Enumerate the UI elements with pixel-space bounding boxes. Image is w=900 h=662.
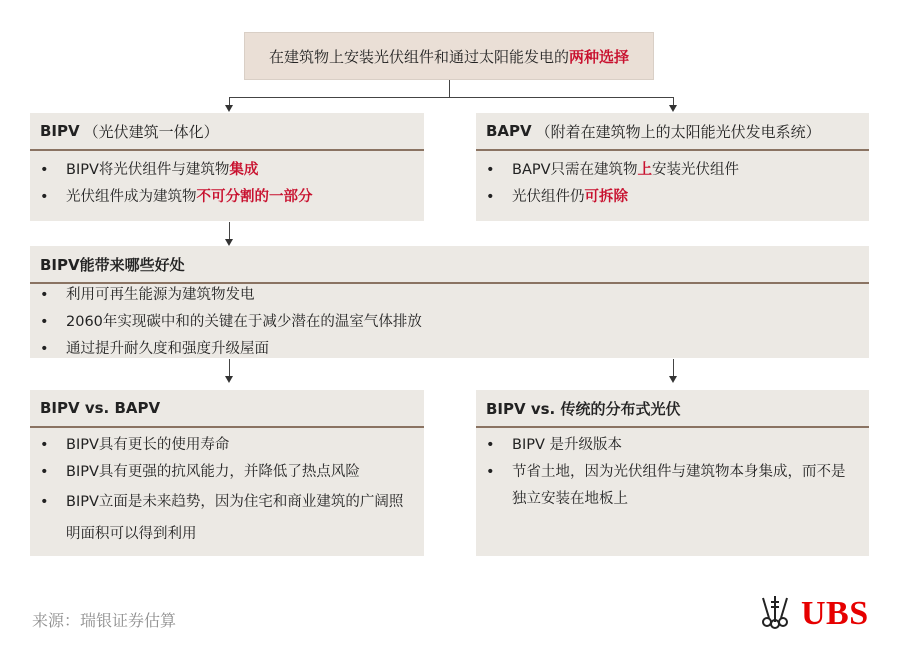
vs-bapv-item-3: • BIPV立面是未来趋势，因为住宅和商业建筑的广阔照明面积可以得到利用 <box>40 486 414 550</box>
bapv-title: BAPV <box>486 122 532 140</box>
arrow-to-bipv <box>225 105 233 112</box>
bapv-list <box>486 157 859 211</box>
vs-dist-header <box>476 390 869 428</box>
keys-icon <box>755 594 795 634</box>
connector-top-stem <box>449 80 450 98</box>
bipv-list <box>40 157 414 211</box>
vs-dist-list <box>486 432 859 513</box>
bapv-box <box>476 113 869 221</box>
benefits-item-3: • 通过提升耐久度和强度升级屋面 <box>40 336 859 363</box>
bapv-item-2: • 光伏组件仍可拆除 <box>486 184 859 211</box>
arrow-to-vs-dist <box>669 376 677 383</box>
benefits-header <box>30 246 869 284</box>
vs-dist-box <box>476 390 869 556</box>
vs-dist-item-2: • 节省土地，因为光伏组件与建筑物本身集成，而不是独立安装在地板上 <box>486 459 859 513</box>
connector-benefits-right <box>673 359 674 377</box>
source-note: 来源：瑞银证券估算 <box>32 611 177 630</box>
vs-bapv-header <box>30 390 424 428</box>
vs-bapv-item-1: • BIPV具有更长的使用寿命 <box>40 432 414 459</box>
bapv-item-1: • BAPV只需在建筑物上安装光伏组件 <box>486 157 859 184</box>
bipv-title: BIPV <box>40 122 80 140</box>
benefits-box <box>30 246 869 358</box>
arrow-to-bapv <box>669 105 677 112</box>
top-node-text: 在建筑物上安装光伏组件和通过太阳能发电的 <box>268 47 569 66</box>
bapv-header <box>476 113 869 151</box>
benefits-item-1: • 利用可再生能源为建筑物发电 <box>40 282 859 309</box>
bipv-item-1: • BIPV将光伏组件与建筑物集成 <box>40 157 414 184</box>
top-node <box>244 32 654 80</box>
bapv-subtitle: （附着在建筑物上的太阳能光伏发电系统） <box>535 122 821 141</box>
bipv-box <box>30 113 424 221</box>
benefits-list <box>40 282 859 363</box>
vs-bapv-list <box>40 432 414 550</box>
top-node-highlight: 两种选择 <box>569 47 630 66</box>
arrow-to-vs-bapv <box>225 376 233 383</box>
connector-benefits-left <box>229 359 230 377</box>
vs-dist-item-1: • BIPV 是升级版本 <box>486 432 859 459</box>
bipv-header <box>30 113 424 151</box>
vs-bapv-box <box>30 390 424 556</box>
connector-bipv-benefits <box>229 222 230 240</box>
benefits-title: BIPV能带来哪些好处 <box>40 255 185 274</box>
connector-top-bar <box>229 97 674 98</box>
bipv-item-2: • 光伏组件成为建筑物不可分割的一部分 <box>40 184 414 211</box>
bipv-subtitle: （光伏建筑一体化） <box>83 122 219 141</box>
arrow-to-benefits <box>225 239 233 246</box>
vs-bapv-item-2: • BIPV具有更强的抗风能力，并降低了热点风险 <box>40 459 414 486</box>
vs-bapv-title: BIPV vs. BAPV <box>40 399 161 417</box>
ubs-logo <box>755 594 869 634</box>
ubs-logo-text: UBS <box>801 595 869 632</box>
vs-dist-title: BIPV vs. 传统的分布式光伏 <box>486 399 681 418</box>
benefits-item-2: • 2060年实现碳中和的关键在于减少潜在的温室气体排放 <box>40 309 859 336</box>
